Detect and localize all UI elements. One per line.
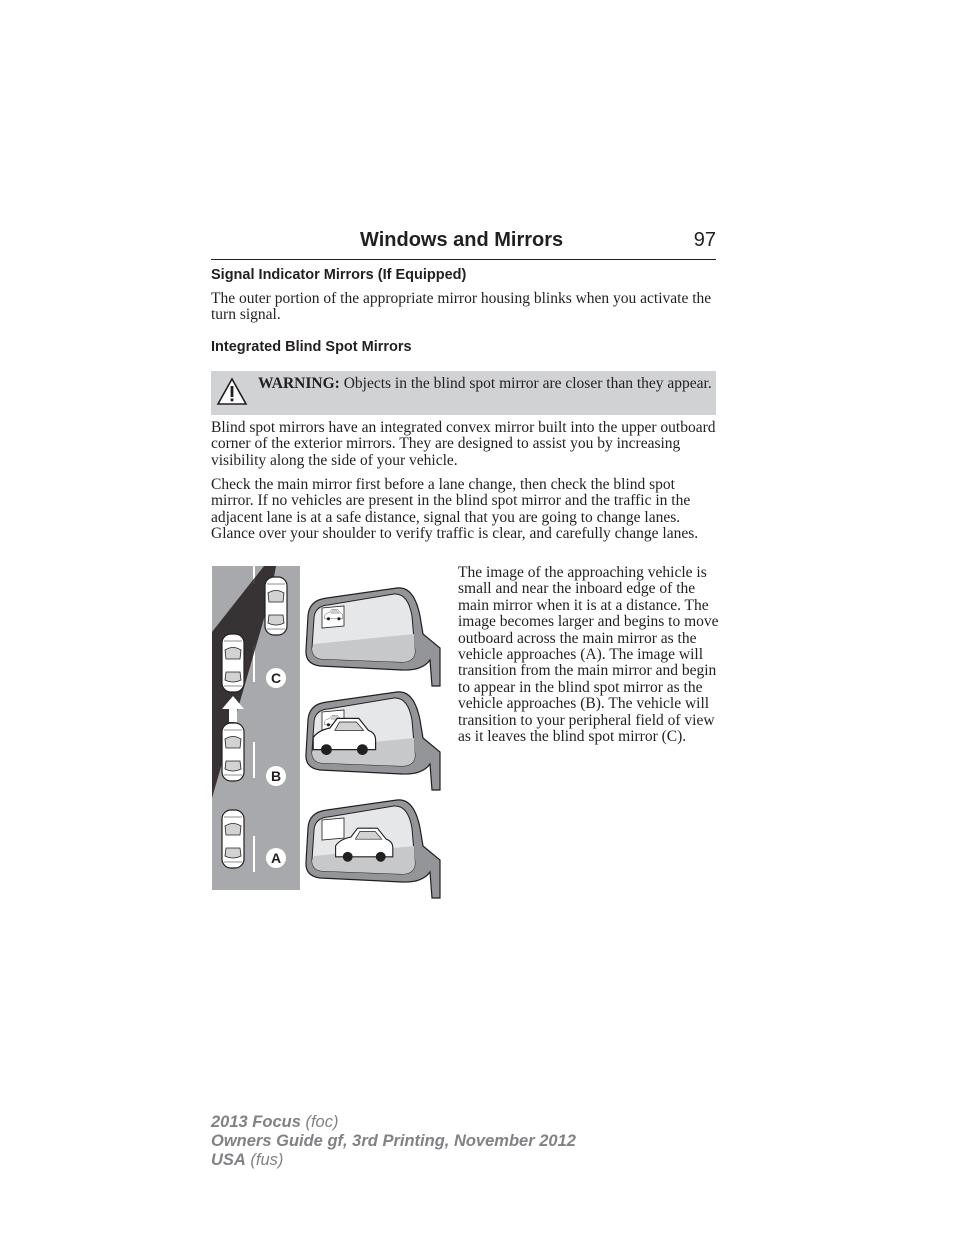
label-b (266, 766, 286, 786)
warning-label: WARNING: (258, 375, 340, 392)
page-header (211, 229, 716, 260)
section-heading-signal-mirrors: Signal Indicator Mirrors (If Equipped) (211, 267, 467, 283)
mirror-b (306, 692, 440, 790)
figure-description: The image of the approaching vehicle is small and near the inboard edge of the main mirror when it is at a distance. The image becomes larger and begins to move outboard across the main mirror as the vehicle approaches (A). The image will transition from the main mirror and begin to appear in the blind spot mirror as the vehicle approaches (B). The vehicle will transition to your peripheral field of view as it leaves the blind spot mirror (C). (458, 564, 719, 746)
own-car-middle (222, 723, 244, 781)
own-car-bottom (222, 810, 244, 868)
svg-text:A: A (270, 850, 282, 866)
warning-message: Objects in the blind spot mirror are closer than they appear. (339, 375, 712, 392)
svg-text:B: B (270, 768, 282, 784)
blind-spot-paragraph-2: Check the main mirror first before a lane change, then check the blind spot mirror. If no vehicles are present in the blind spot mirror and the traffic in the adjacent lane is at a safe distance, signal that you are going to change lanes. Glance over your shoulder to verify traffic is clear, and carefully change lanes. (211, 476, 699, 543)
page-number: 97 (693, 229, 716, 251)
label-a (266, 848, 286, 868)
warning-triangle-icon (216, 377, 248, 406)
signal-mirrors-paragraph: The outer portion of the appropriate mirror housing blinks when you activate the turn signal. (211, 290, 712, 324)
chapter-title: Windows and Mirrors (360, 229, 564, 251)
warning-text (258, 374, 713, 393)
label-c (266, 668, 286, 688)
page-footer (211, 1113, 576, 1170)
blind-spot-illustration (212, 566, 452, 900)
mirror-a (306, 800, 440, 898)
section-heading-blind-spot-mirrors: Integrated Blind Spot Mirrors (211, 339, 412, 355)
approaching-car-c (265, 577, 287, 635)
mirror-c (306, 588, 440, 686)
own-car-top (222, 634, 244, 692)
blind-spot-paragraph-1: Blind spot mirrors have an integrated convex mirror built into the upper outboard corner of the exterior mirrors. They are designed to assist you by increasing visibility along the side of your vehicle. (211, 419, 716, 469)
footer-line-2: Owners Guide gf, 3rd Printing, November 2012 (211, 1132, 576, 1150)
warning-box (211, 371, 716, 415)
footer-line-3: USA (fus) (211, 1151, 284, 1169)
svg-text:C: C (270, 670, 282, 686)
footer-line-1: 2013 Focus (foc) (211, 1113, 339, 1131)
